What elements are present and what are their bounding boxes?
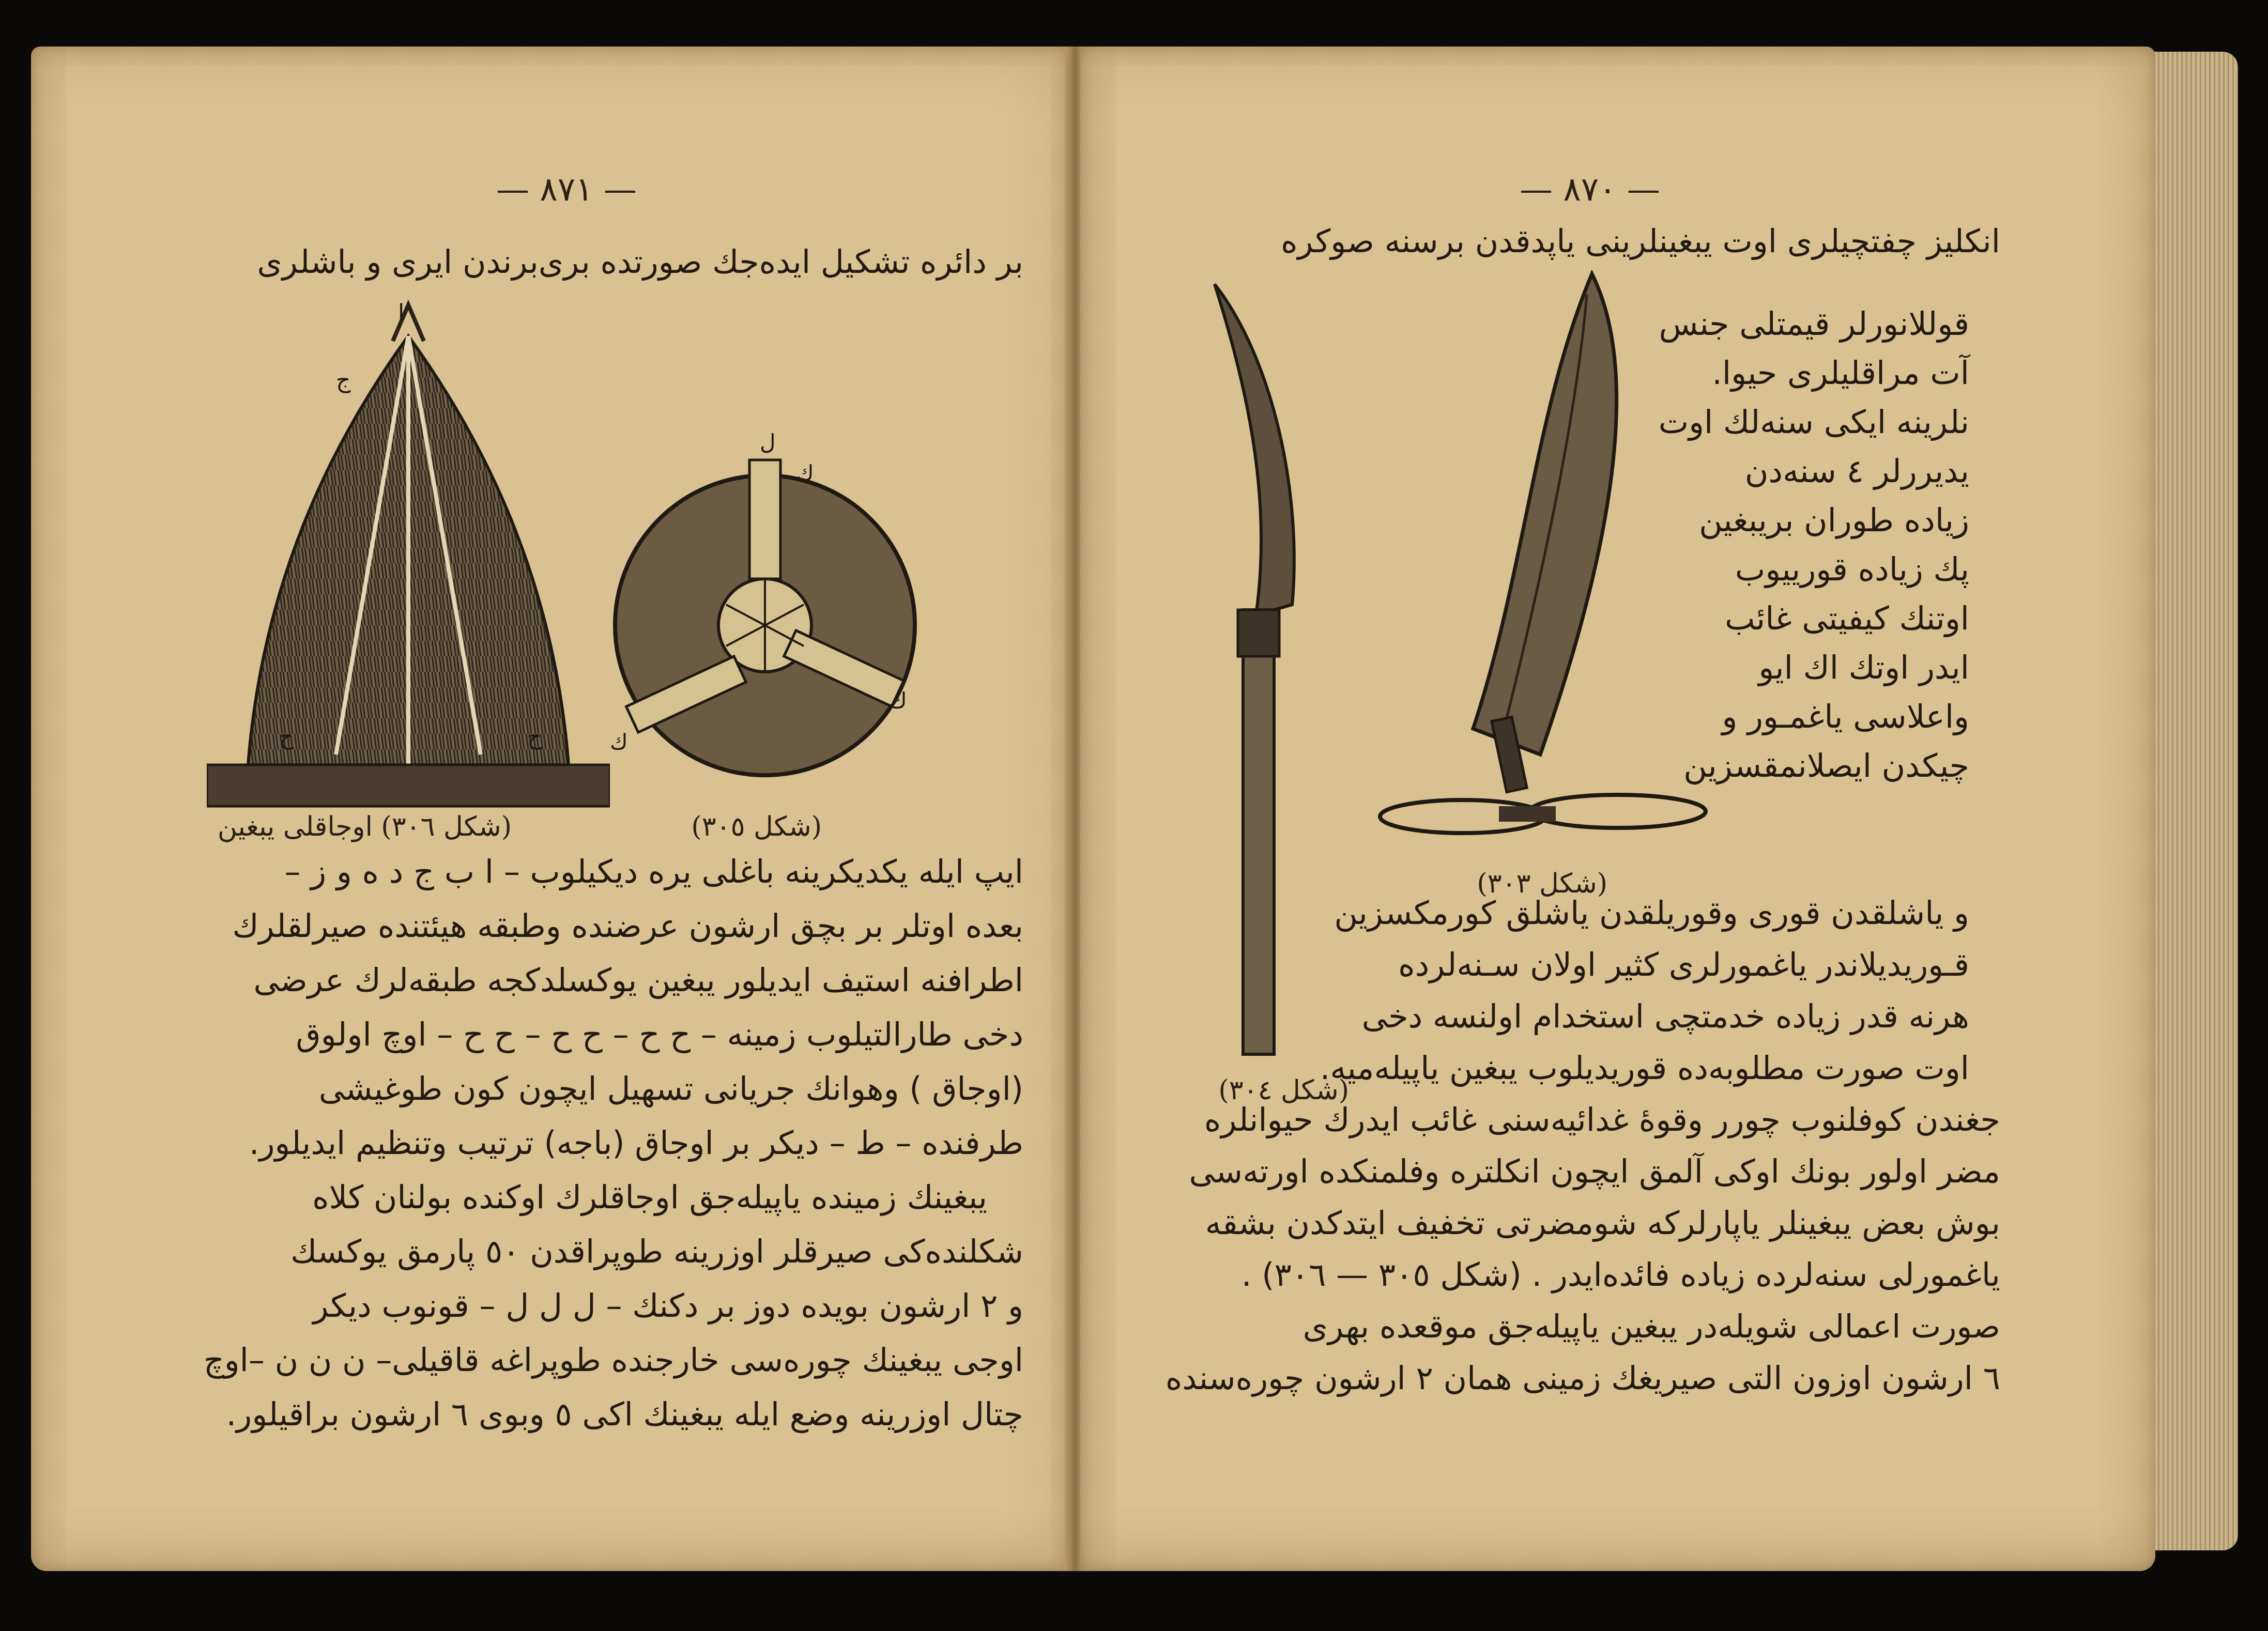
text-line: یاغمورلی سنه‌لرده زیاده فائده‌ایدر . (شکل ٣٠٥ — ٣٠٦) . — [1241, 1256, 2000, 1294]
figure-306-caption: (شکل ٣٠٦) اوجاقلی یبغین — [217, 811, 512, 842]
right-page — [1080, 47, 2155, 1571]
figure-305-caption: (شکل ٣٠٥) — [691, 811, 822, 842]
text-line: چیکدن ایصلانمقسزین — [1683, 747, 1969, 784]
text-line: ایدر اوتك اك ایو — [1758, 649, 1969, 686]
open-book — [31, 36, 2238, 1597]
text-line: و ٢ ارشون بویده دوز بر دکنك – ل ل ل – قونوب دیکر — [313, 1287, 1023, 1325]
figure-305-plan — [600, 429, 930, 780]
text-line: چتال اوزرینه وضع ایله یبغینك اکی ٥ وبوی ٦ ارشون براقیلور. — [226, 1395, 1023, 1433]
text-line: اوتنك کیفیتی غائب — [1725, 599, 1969, 637]
text-line: اوت صورت مطلوبه‌ده قوریدیلوب یبغین یاپیله‌میه. — [1320, 1049, 1969, 1087]
figure-303-hay-cutter — [1370, 264, 1721, 858]
text-line: بر دائره تشکیل ایده‌جك صورتده بری‌برندن ایری و باشلری — [257, 243, 1023, 281]
text-line: ٦ ارشون اوزون التی صیریغك زمینی همان ٢ ارشون چوره‌سنده — [1165, 1359, 2000, 1397]
text-line: آت مراقلیلری حیوا. — [1712, 354, 1969, 392]
page-number: — ۸۷۱ — — [496, 171, 637, 209]
fig306-label: ا — [398, 300, 405, 326]
text-line: انکلیز چفتچیلری اوت یبغینلرینی یاپدقدن برسنه صوکره — [1281, 222, 2000, 260]
text-line: دخی طارالتیلوب زمینه – ح ح – ح ح – ح ح – اوچ اولوق — [296, 1015, 1023, 1053]
fig305-label: ك — [610, 729, 628, 755]
text-line: واعلاسی یاغمـور و — [1722, 698, 1969, 735]
text-line: بوش بعض یبغینلر یاپارلرکه شومضرتی تخفیف ایتدکدن بشقه — [1205, 1204, 2000, 1242]
text-line: نلرینه ایکی سنه‌لك اوت — [1658, 403, 1969, 441]
text-line: قـوریدیلاندر یاغمورلری کثیر اولان سـنه‌لرده — [1398, 946, 1969, 983]
figure-304-caption: (شکل ٣٠٤) — [1218, 1075, 1349, 1106]
text-line: بعده اوتلر بر بچق ارشون عرضنده وطبقه هیئتنده صیرلقلرك — [232, 907, 1023, 945]
page-number: — ۸۷۰ — — [1520, 171, 1660, 209]
text-line: پك زیاده قورییوب — [1735, 550, 1969, 588]
text-line: (اوجاق ) وهوانك جریانی تسهیل ایچون کون طوغیشی — [318, 1070, 1023, 1107]
text-line: صورت اعمالی شویله‌در یبغین یاپیله‌جق موقعده بهری — [1302, 1307, 2000, 1345]
text-line: یدیررلر ٤ سنه‌دن — [1744, 452, 1969, 490]
text-line: اطرافنه استیف ایدیلور یبغین یوکسلدکجه طبقه‌لرك عرضی — [253, 961, 1023, 999]
figure-306-haystack — [207, 300, 610, 811]
text-line: طرفنده – ط – دیکر بر اوجاق (باجه) ترتیب وتنظیم ایدیلور. — [249, 1124, 1023, 1162]
text-line: ایپ ایله یکدیکرینه باغلی یره دیکیلوب – ا ب ج د ه و ز – — [284, 853, 1023, 890]
text-line: شکلنده‌کی صیرقلر اوزرینه طوپراقدن ٥٠ پارمق یوکسك — [290, 1233, 1023, 1270]
text-line: زیاده طوران بریبغین — [1699, 501, 1969, 539]
text-line: یبغینك زمینده یاپیله‌جق اوجاقلرك اوکنده بولنان کلاه — [312, 1178, 987, 1216]
text-line: هرنه قدر زیاده خدمتچی استخدام اولنسه دخی — [1361, 997, 1969, 1035]
text-line: و یاشلقدن قوری وقوریلقدن یاشلق کورمکسزین — [1334, 894, 1969, 932]
fig306-label: ج — [336, 367, 351, 393]
fig306-label: ح — [279, 724, 294, 750]
fig305-label: ك — [796, 460, 814, 486]
left-page — [31, 47, 1070, 1571]
figure-303-caption: (شکل ٣٠٣) — [1477, 868, 1607, 899]
text-line: جغندن کوفلنوب چورر وقوهٔ غدائیه‌سنی غائب ایدرك حیوانلره — [1204, 1101, 2000, 1138]
text-line: مضر اولور بونك اوکی آلمق ایچون انکلتره وفلمنکده اورته‌سی — [1189, 1152, 2000, 1190]
page-edges — [2150, 52, 2238, 1550]
text-line: قوللانورلر قیمتلی جنس — [1659, 305, 1969, 343]
fig306-label: ح — [527, 724, 542, 750]
text-line: اوجی یبغینك چوره‌سی خارجنده طوپراغه قاقیلی– ن ن ن –اوچ — [203, 1341, 1023, 1379]
figure-304-hay-knife — [1194, 274, 1339, 1070]
fig305-label: ك — [889, 688, 907, 713]
fig305-label: ل — [760, 429, 776, 455]
